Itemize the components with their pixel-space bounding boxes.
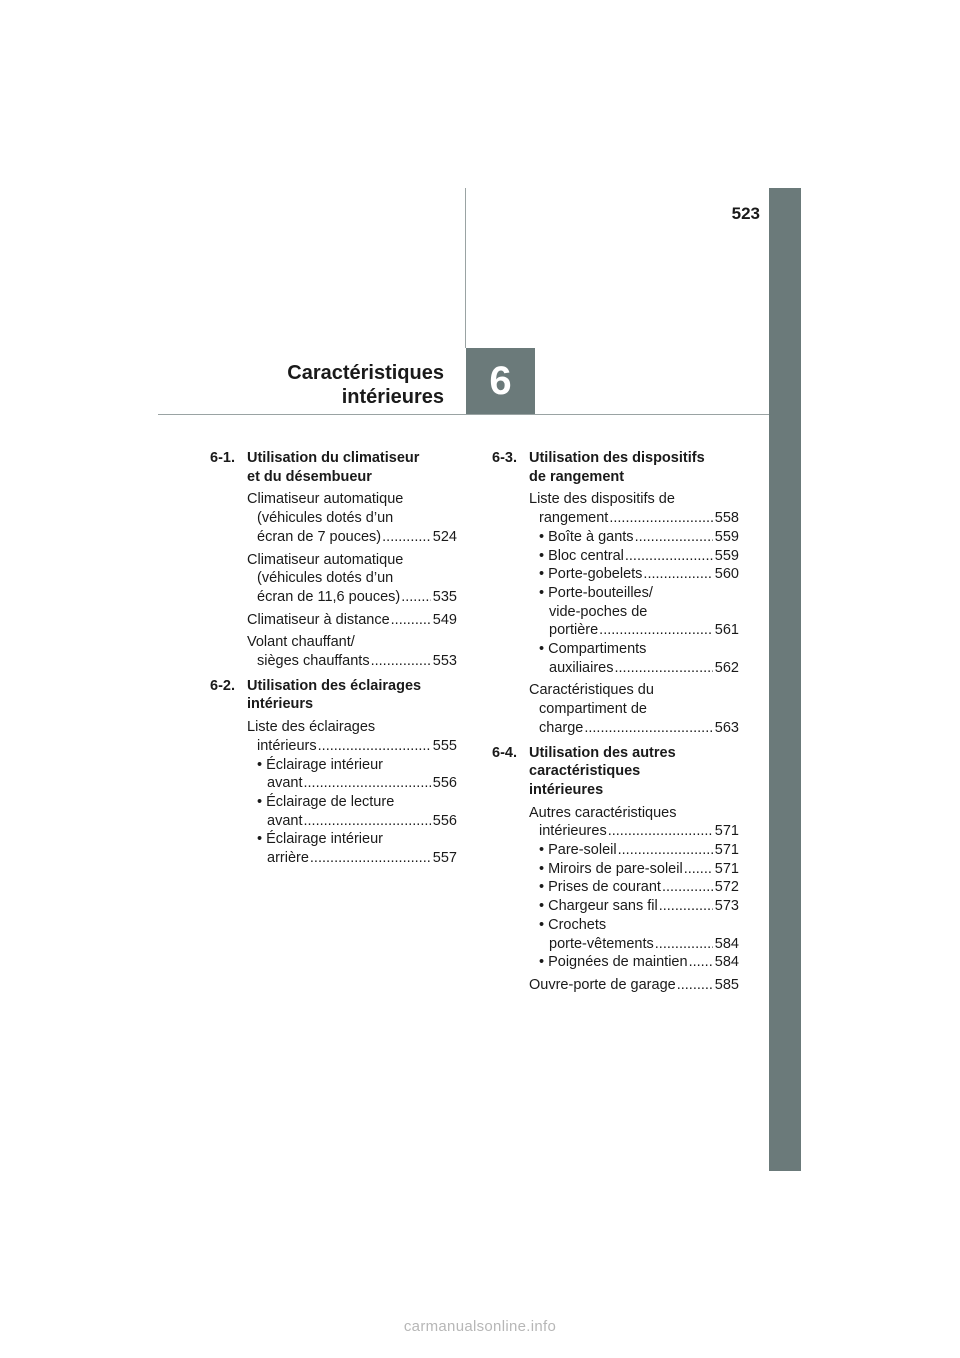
entry-leader-line: [529, 719, 739, 738]
section-title-line: intérieures: [529, 781, 604, 798]
toc-entry[interactable]: [529, 490, 739, 527]
toc-subentry[interactable]: [529, 953, 739, 972]
entry-text: • Miroirs de pare-soleil: [539, 860, 683, 877]
entry-leader-line: [529, 565, 739, 584]
entry-leader-line: [247, 611, 457, 630]
section-title-line: intérieurs: [247, 696, 314, 713]
page-number: 523: [731, 204, 760, 223]
entry-text: • Compartiments: [539, 641, 647, 658]
entry-page-number: 559: [714, 547, 739, 564]
entry-text: sièges chauffants: [257, 653, 370, 670]
section-title: [247, 677, 421, 714]
entry-leader-line: [529, 822, 739, 841]
section-number: 6-2.: [210, 677, 235, 694]
entry-leader-line: [247, 812, 457, 831]
toc-subentry[interactable]: [529, 547, 739, 566]
entry-text: • Chargeur sans fil: [539, 898, 658, 915]
section-number: 6-4.: [492, 744, 517, 761]
entry-text: portière: [549, 622, 599, 639]
entry-text: • Crochets: [539, 916, 607, 933]
entry-page-number: 558: [714, 510, 739, 527]
entry-page-number: 557: [432, 850, 457, 867]
toc-subentry[interactable]: [529, 860, 739, 879]
toc-section-6-3: [492, 449, 739, 738]
entry-page-number: 561: [714, 622, 739, 639]
entry-leader-line: [247, 774, 457, 793]
toc-entry[interactable]: [247, 611, 457, 630]
entry-text: écran de 11,6 pouces): [257, 588, 401, 605]
entry-page-number: 556: [432, 775, 457, 792]
section-heading: [210, 449, 457, 486]
section-title-line: Utilisation des autres: [529, 744, 676, 761]
toc-entry[interactable]: [529, 804, 739, 841]
entry-leader-line: [247, 737, 457, 756]
entry-page-number: 571: [714, 823, 739, 840]
entry-page-number: 572: [714, 879, 739, 896]
entry-leader-line: [247, 528, 457, 547]
entry-page-number: 571: [714, 860, 739, 877]
entry-leader-line: [247, 849, 457, 868]
toc-entry[interactable]: [247, 718, 457, 755]
section-title-line: Utilisation des dispositifs: [529, 450, 705, 466]
header-vertical-rule: [465, 188, 466, 348]
chapter-side-tab: [769, 188, 801, 1171]
entry-page-number: 535: [432, 588, 457, 605]
entry-text: avant: [267, 812, 303, 829]
toc-subentry[interactable]: [529, 565, 739, 584]
section-title: [247, 449, 419, 486]
section-number: 6-3.: [492, 450, 517, 466]
entry-text: Liste des éclairages: [247, 719, 376, 736]
entry-text: • Prises de courant: [539, 879, 661, 896]
section-title-line: Utilisation des éclairages: [247, 677, 422, 694]
entry-text: Climatiseur automatique: [247, 551, 404, 568]
entry-leader-line: [529, 621, 739, 640]
toc-subentry[interactable]: [529, 528, 739, 547]
entry-text: arrière: [267, 850, 309, 867]
entry-text: charge: [539, 719, 584, 736]
entry-leader-line: [529, 860, 739, 879]
toc-subentry[interactable]: [247, 830, 457, 867]
section-number: 6-1.: [210, 450, 235, 466]
entry-leader-line: [529, 935, 739, 954]
entry-text: • Bloc central: [539, 547, 624, 564]
entry-page-number: 585: [714, 976, 739, 993]
entry-text: Volant chauffant/: [247, 634, 355, 651]
entry-page-number: 556: [432, 812, 457, 829]
entry-text: • Boîte à gants: [539, 528, 634, 545]
chapter-number-box: 6: [466, 348, 535, 414]
section-title-line: de rangement: [529, 468, 625, 485]
section-title-line: caractéristiques: [529, 763, 641, 780]
entry-text: • Porte-gobelets: [539, 566, 643, 583]
toc-subentry[interactable]: [529, 841, 739, 860]
entry-text: Caractéristiques du: [529, 682, 654, 699]
entry-leader-line: [529, 547, 739, 566]
entry-leader-line: [529, 841, 739, 860]
chapter-title-line: Caractéristiques: [287, 362, 444, 384]
toc-subentry[interactable]: [247, 756, 457, 793]
section-heading: [492, 449, 739, 486]
section-title-line: Utilisation du climatiseur: [247, 450, 420, 466]
entry-text: • Porte-bouteilles/: [539, 584, 653, 601]
entry-text: intérieurs: [257, 737, 317, 754]
entry-page-number: 563: [714, 719, 739, 736]
entry-page-number: 559: [714, 528, 739, 545]
entry-text: • Pare-soleil: [539, 842, 617, 859]
chapter-title: [230, 361, 444, 409]
entry-leader-line: [247, 588, 457, 607]
entry-text: avant: [267, 775, 303, 792]
entry-text: écran de 7 pouces): [257, 528, 382, 545]
toc-subentry[interactable]: [247, 793, 457, 830]
section-heading: [210, 677, 457, 714]
entry-leader-line: [247, 652, 457, 671]
toc-entry[interactable]: [529, 681, 739, 737]
header-horizontal-rule: [158, 414, 769, 415]
toc-entry[interactable]: [247, 551, 457, 607]
entry-text: • Éclairage intérieur: [257, 831, 383, 848]
entry-page-number: 553: [432, 653, 457, 670]
entry-page-number: 560: [714, 566, 739, 583]
entry-page-number: 584: [714, 935, 739, 952]
section-heading: [492, 744, 739, 800]
section-title-line: et du désembueur: [247, 468, 372, 485]
entry-text: Climatiseur automatique: [247, 491, 404, 508]
entry-text: auxiliaires: [549, 659, 614, 676]
entry-leader-line: [529, 976, 739, 995]
toc-entry[interactable]: [247, 633, 457, 670]
toc-entry[interactable]: [529, 976, 739, 995]
entry-text: intérieures: [539, 823, 607, 840]
toc-subentry[interactable]: [529, 584, 739, 640]
toc-subentry[interactable]: [529, 897, 739, 916]
entry-leader-line: [529, 528, 739, 547]
toc-section-6-1: [210, 449, 457, 671]
entry-page-number: 524: [432, 528, 457, 545]
toc-section-6-2: [210, 677, 457, 868]
entry-text: rangement: [539, 510, 609, 527]
entry-text: Climatiseur à distance: [247, 611, 390, 628]
toc-subentry[interactable]: [529, 878, 739, 897]
toc-subentry[interactable]: [529, 640, 739, 677]
entry-text: Ouvre-porte de garage: [529, 976, 676, 993]
entry-text: vide-poches de: [549, 603, 648, 620]
chapter-title-line: intérieures: [341, 386, 444, 408]
entry-text: (véhicules dotés d’un: [257, 510, 394, 527]
entry-leader-line: [529, 878, 739, 897]
entry-page-number: 573: [714, 898, 739, 915]
entry-page-number: 584: [714, 954, 739, 971]
entry-text: Liste des dispositifs de: [529, 491, 675, 508]
entry-page-number: 562: [714, 659, 739, 676]
entry-text: Autres caractéristiques: [529, 804, 677, 821]
entry-page-number: 549: [432, 611, 457, 628]
entry-leader-line: [529, 953, 739, 972]
toc-left-column: [210, 449, 457, 871]
entry-leader-line: [529, 897, 739, 916]
entry-leader-line: [529, 509, 739, 528]
entry-page-number: 571: [714, 842, 739, 859]
entry-text: • Poignées de maintien: [539, 954, 688, 971]
entry-text: (véhicules dotés d’un: [257, 570, 394, 587]
entry-text: • Éclairage de lecture: [257, 793, 395, 810]
entry-text: porte-vêtements: [549, 935, 654, 952]
toc-entry[interactable]: [247, 490, 457, 546]
section-title: [529, 744, 676, 800]
entry-text: compartiment de: [539, 701, 647, 718]
entry-leader-line: [529, 659, 739, 678]
entry-text: • Éclairage intérieur: [257, 756, 383, 773]
toc-section-6-4: [492, 744, 739, 995]
watermark: carmanualsonline.info: [403, 1318, 557, 1335]
section-title: [529, 449, 705, 486]
entry-page-number: 555: [432, 737, 457, 754]
toc-right-column: [492, 449, 739, 998]
toc-subentry[interactable]: [529, 916, 739, 953]
